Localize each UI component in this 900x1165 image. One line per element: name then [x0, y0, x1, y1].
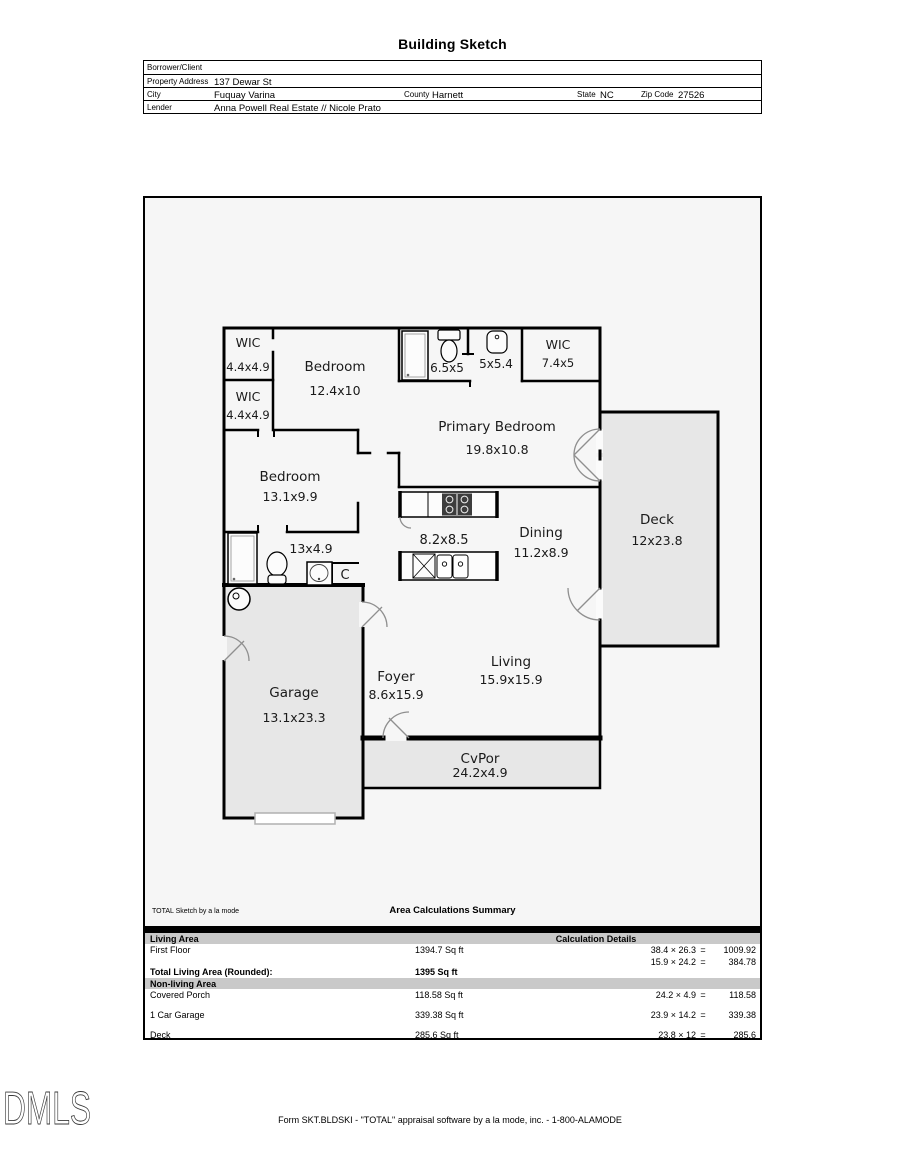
lender-value: Anna Powell Real Estate // Nicole Prato: [214, 103, 381, 114]
nonliving-header-row: [145, 978, 760, 989]
laundry-sink-icon: [307, 562, 332, 585]
form-footer-line: Form SKT.BLDSKI - "TOTAL" appraisal software by a la mode, inc. - 1-800-ALAMODE: [278, 1115, 622, 1125]
property-header-table: [143, 60, 762, 114]
software-branding: TOTAL Sketch by a la mode: [152, 908, 240, 915]
watermark-text: DMLS: [3, 1083, 91, 1134]
shower-icon: [402, 331, 428, 380]
row-name: Covered Porch: [150, 990, 211, 1000]
toilet-icon-2: [267, 552, 287, 584]
shower-icon-2: [228, 533, 257, 584]
city-label: City: [147, 90, 161, 99]
total-value: 1395 Sq ft: [415, 967, 458, 977]
room-dims-bedroom2: 13.1x9.9: [262, 489, 318, 504]
calc-result: 285.6: [733, 1030, 756, 1040]
stove-icon: [442, 494, 472, 516]
room-dims-wic3: 7.4x5: [541, 356, 575, 370]
room-dims-garage: 13.1x23.3: [262, 710, 326, 725]
area-calculations-title: Area Calculations Summary: [389, 905, 516, 916]
county-value: Harnett: [432, 90, 464, 101]
room-dims-foyer: 8.6x15.9: [368, 687, 424, 702]
living-area-header-row: [145, 933, 760, 944]
page-title: Building Sketch: [398, 36, 507, 52]
calc-line: [636, 1030, 756, 1040]
room-label-wic3: WIC: [545, 337, 571, 352]
calc-expr: 23.9 × 14.2: [650, 1010, 696, 1020]
area-calculations-table: [143, 928, 762, 1040]
row-address: [144, 74, 761, 88]
room-dims-living: 15.9x15.9: [479, 672, 543, 687]
room-label-bedroom1: Bedroom: [304, 359, 366, 375]
calc-result: 384.78: [728, 957, 756, 967]
calc-eq: =: [700, 990, 706, 1000]
row-lender: [144, 100, 761, 114]
room-dims-bath2: 13x4.9: [289, 541, 333, 556]
calc-details-header: Calculation Details: [555, 934, 637, 944]
room-dims-dining: 11.2x8.9: [513, 545, 569, 560]
water-heater-icon: [228, 588, 250, 610]
calc-result: 1009.92: [723, 945, 756, 955]
row-name: Deck: [150, 1030, 171, 1040]
room-dims-wic1: 4.4x4.9: [226, 360, 270, 374]
room-dims-cvpor: 24.2x4.9: [452, 765, 508, 780]
row-sqft: 285.6 Sq ft: [415, 1030, 459, 1040]
state-label: State: [577, 90, 596, 99]
room-label-foyer: Foyer: [377, 669, 415, 685]
room-label-cvpor: CvPor: [460, 751, 500, 767]
row-city: [144, 87, 761, 101]
calc-eq: =: [700, 957, 706, 967]
row-sqft: 118.58 Sq ft: [415, 990, 463, 1000]
zip-label: Zip Code: [641, 90, 674, 99]
room-label-dining: Dining: [519, 525, 563, 541]
calc-expr: 15.9 × 24.2: [650, 957, 696, 967]
room-label-garage: Garage: [269, 685, 319, 701]
calc-eq: =: [700, 1030, 706, 1040]
county-label: County: [404, 90, 430, 99]
calc-line: [636, 1010, 756, 1020]
kitchen-counter-bottom: [400, 551, 497, 581]
zip-value: 27526: [678, 90, 705, 101]
room-dims-bath1: 6.5x5: [430, 361, 464, 375]
room-label-closet: C: [340, 568, 350, 583]
room-dims-primary: 19.8x10.8: [465, 442, 529, 457]
address-value: 137 Dewar St: [214, 77, 272, 88]
lender-label: Lender: [147, 103, 172, 112]
row-name: First Floor: [150, 945, 191, 955]
calc-line: [636, 990, 756, 1000]
room-label-bedroom2: Bedroom: [259, 469, 321, 485]
deck-area: [600, 412, 718, 646]
sink-icon: [487, 331, 507, 353]
row-name: 1 Car Garage: [150, 1010, 205, 1020]
calc-result: 118.58: [729, 990, 756, 1000]
calc-result: 339.38: [728, 1010, 756, 1020]
city-value: Fuquay Varina: [214, 90, 276, 101]
calc-eq: =: [700, 945, 706, 955]
room-dims-vanity: 5x5.4: [479, 357, 513, 371]
room-dims-deck: 12x23.8: [631, 533, 683, 548]
total-label: Total Living Area (Rounded):: [150, 967, 273, 977]
row-sqft: 1394.7 Sq ft: [415, 945, 464, 955]
state-value: NC: [600, 90, 614, 101]
room-label-primary: Primary Bedroom: [438, 419, 556, 435]
calc-line: [636, 957, 756, 967]
kitchen-counter-top: [400, 491, 497, 518]
room-label-wic1: WIC: [235, 335, 261, 350]
calc-line: [636, 945, 756, 955]
room-dims-kitchen: 8.2x8.5: [419, 533, 469, 548]
nonliving-header: Non-living Area: [150, 979, 217, 989]
row-sqft: 339.38 Sq ft: [415, 1010, 464, 1020]
room-label-deck: Deck: [640, 512, 674, 528]
dmls-watermark: [0, 1083, 130, 1135]
room-dims-bedroom1: 12.4x10: [309, 383, 361, 398]
calc-expr: 38.4 × 26.3: [650, 945, 696, 955]
room-dims-wic2: 4.4x4.9: [226, 408, 270, 422]
garage-area: [224, 585, 363, 818]
floor-plan-sketch: [143, 196, 762, 928]
address-label: Property Address: [147, 77, 209, 86]
double-sink-icon: [437, 555, 468, 578]
garage-door: [255, 813, 335, 824]
room-label-wic2: WIC: [235, 389, 261, 404]
room-label-living: Living: [490, 654, 532, 670]
calc-eq: =: [700, 1010, 706, 1020]
living-area-header: Living Area: [150, 934, 199, 944]
calc-expr: 24.2 × 4.9: [655, 990, 696, 1000]
calc-expr: 23.8 × 12: [658, 1030, 696, 1040]
row-borrower: [144, 61, 761, 74]
borrower-label: Borrower/Client: [147, 63, 203, 72]
